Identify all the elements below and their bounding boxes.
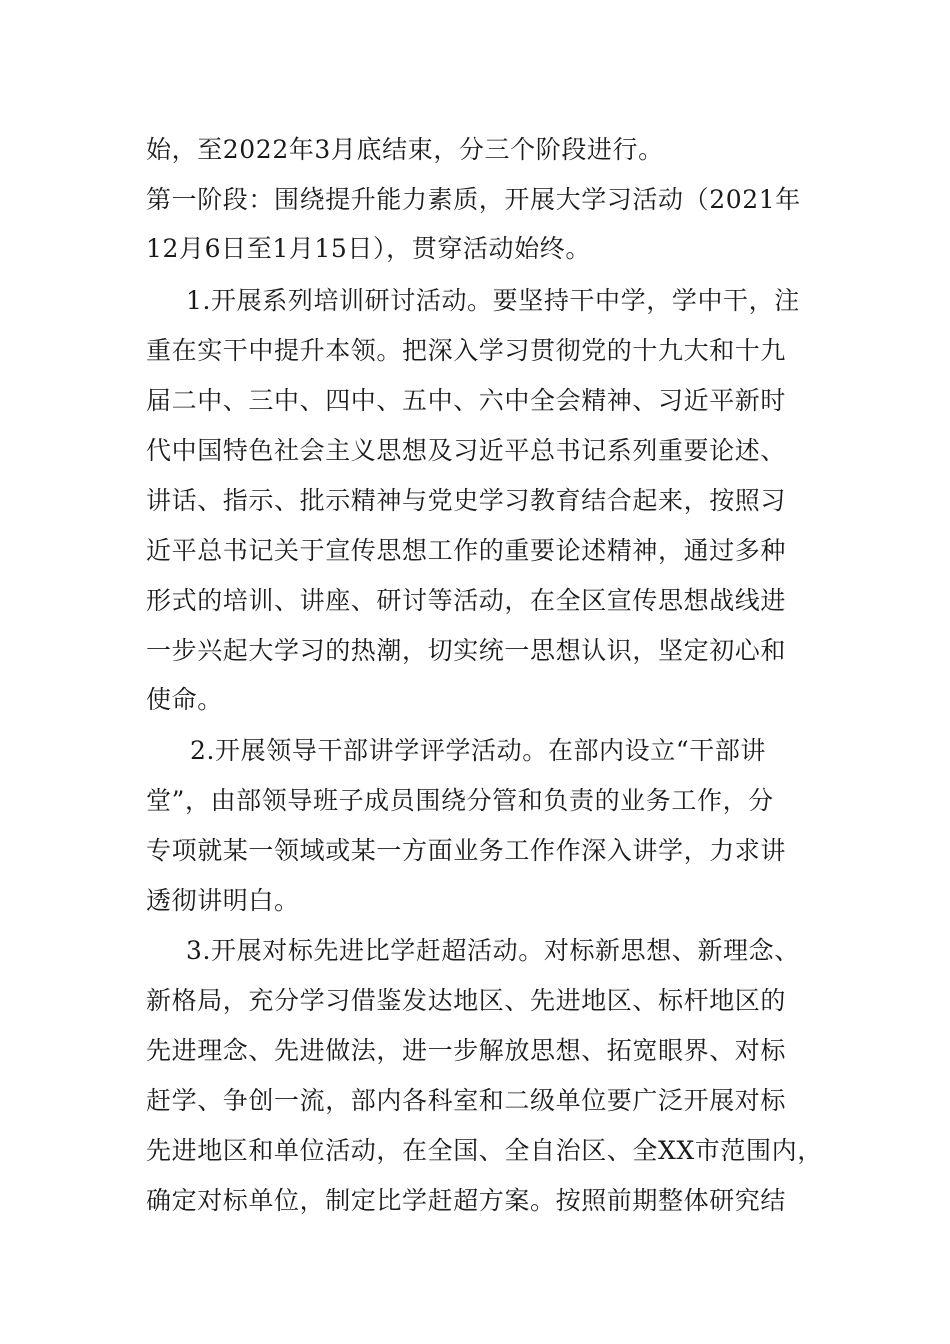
text-line: 先进地区和单位活动，在全国、全自治区、全XX市范围内， bbox=[146, 1136, 823, 1165]
text-line: 形式的培训、讲座、研讨等活动，在全区宣传思想战线进 bbox=[146, 586, 787, 615]
text-line: 12月6日至1月15日），贯穿活动始终。 bbox=[146, 234, 591, 263]
text-line: 专项就某一领域或某一方面业务工作作深入讲学，力求讲 bbox=[146, 836, 787, 865]
text-line: 届二中、三中、四中、五中、六中全会精神、习近平新时 bbox=[146, 386, 787, 415]
text-line: 重在实干中提升本领。把深入学习贯彻党的十九大和十九 bbox=[146, 336, 787, 365]
paragraph-2-heading-line: 2.开展领导干部讲学评学活动。在部内设立“干部讲 bbox=[190, 736, 767, 765]
text-line: 先进理念、先进做法，进一步解放思想、拓宽眼界、对标 bbox=[146, 1036, 787, 1065]
text-line: 堂”，由部领导班子成员围绕分管和负责的业务工作，分 bbox=[146, 786, 774, 815]
text-line: 透彻讲明白。 bbox=[146, 886, 300, 915]
text-line: 第一阶段：围绕提升能力素质，开展大学习活动（2021年 bbox=[146, 185, 801, 214]
text-line: 使命。 bbox=[146, 685, 223, 714]
text-line: 确定对标单位，制定比学赶超方案。按照前期整体研究结 bbox=[146, 1186, 787, 1215]
text-line: 赶学、争创一流，部内各科室和二级单位要广泛开展对标 bbox=[146, 1086, 787, 1115]
paragraph-1-heading-line: 1.开展系列培训研讨活动。要坚持干中学，学中干，注 bbox=[186, 286, 800, 315]
text-line: 新格局，充分学习借鉴发达地区、先进地区、标杆地区的 bbox=[146, 986, 787, 1015]
paragraph-3-heading-line: 3.开展对标先进比学赶超活动。对标新思想、新理念、 bbox=[186, 936, 800, 965]
text-line: 近平总书记关于宣传思想工作的重要论述精神，通过多种 bbox=[146, 536, 787, 565]
text-line: 一步兴起大学习的热潮，切实统一思想认识，坚定初心和 bbox=[146, 636, 787, 665]
text-line: 代中国特色社会主义思想及习近平总书记系列重要论述、 bbox=[146, 436, 787, 465]
text-line: 讲话、指示、批示精神与党史学习教育结合起来，按照习 bbox=[146, 486, 787, 515]
text-line: 始，至2022年3月底结束，分三个阶段进行。 bbox=[146, 135, 664, 164]
